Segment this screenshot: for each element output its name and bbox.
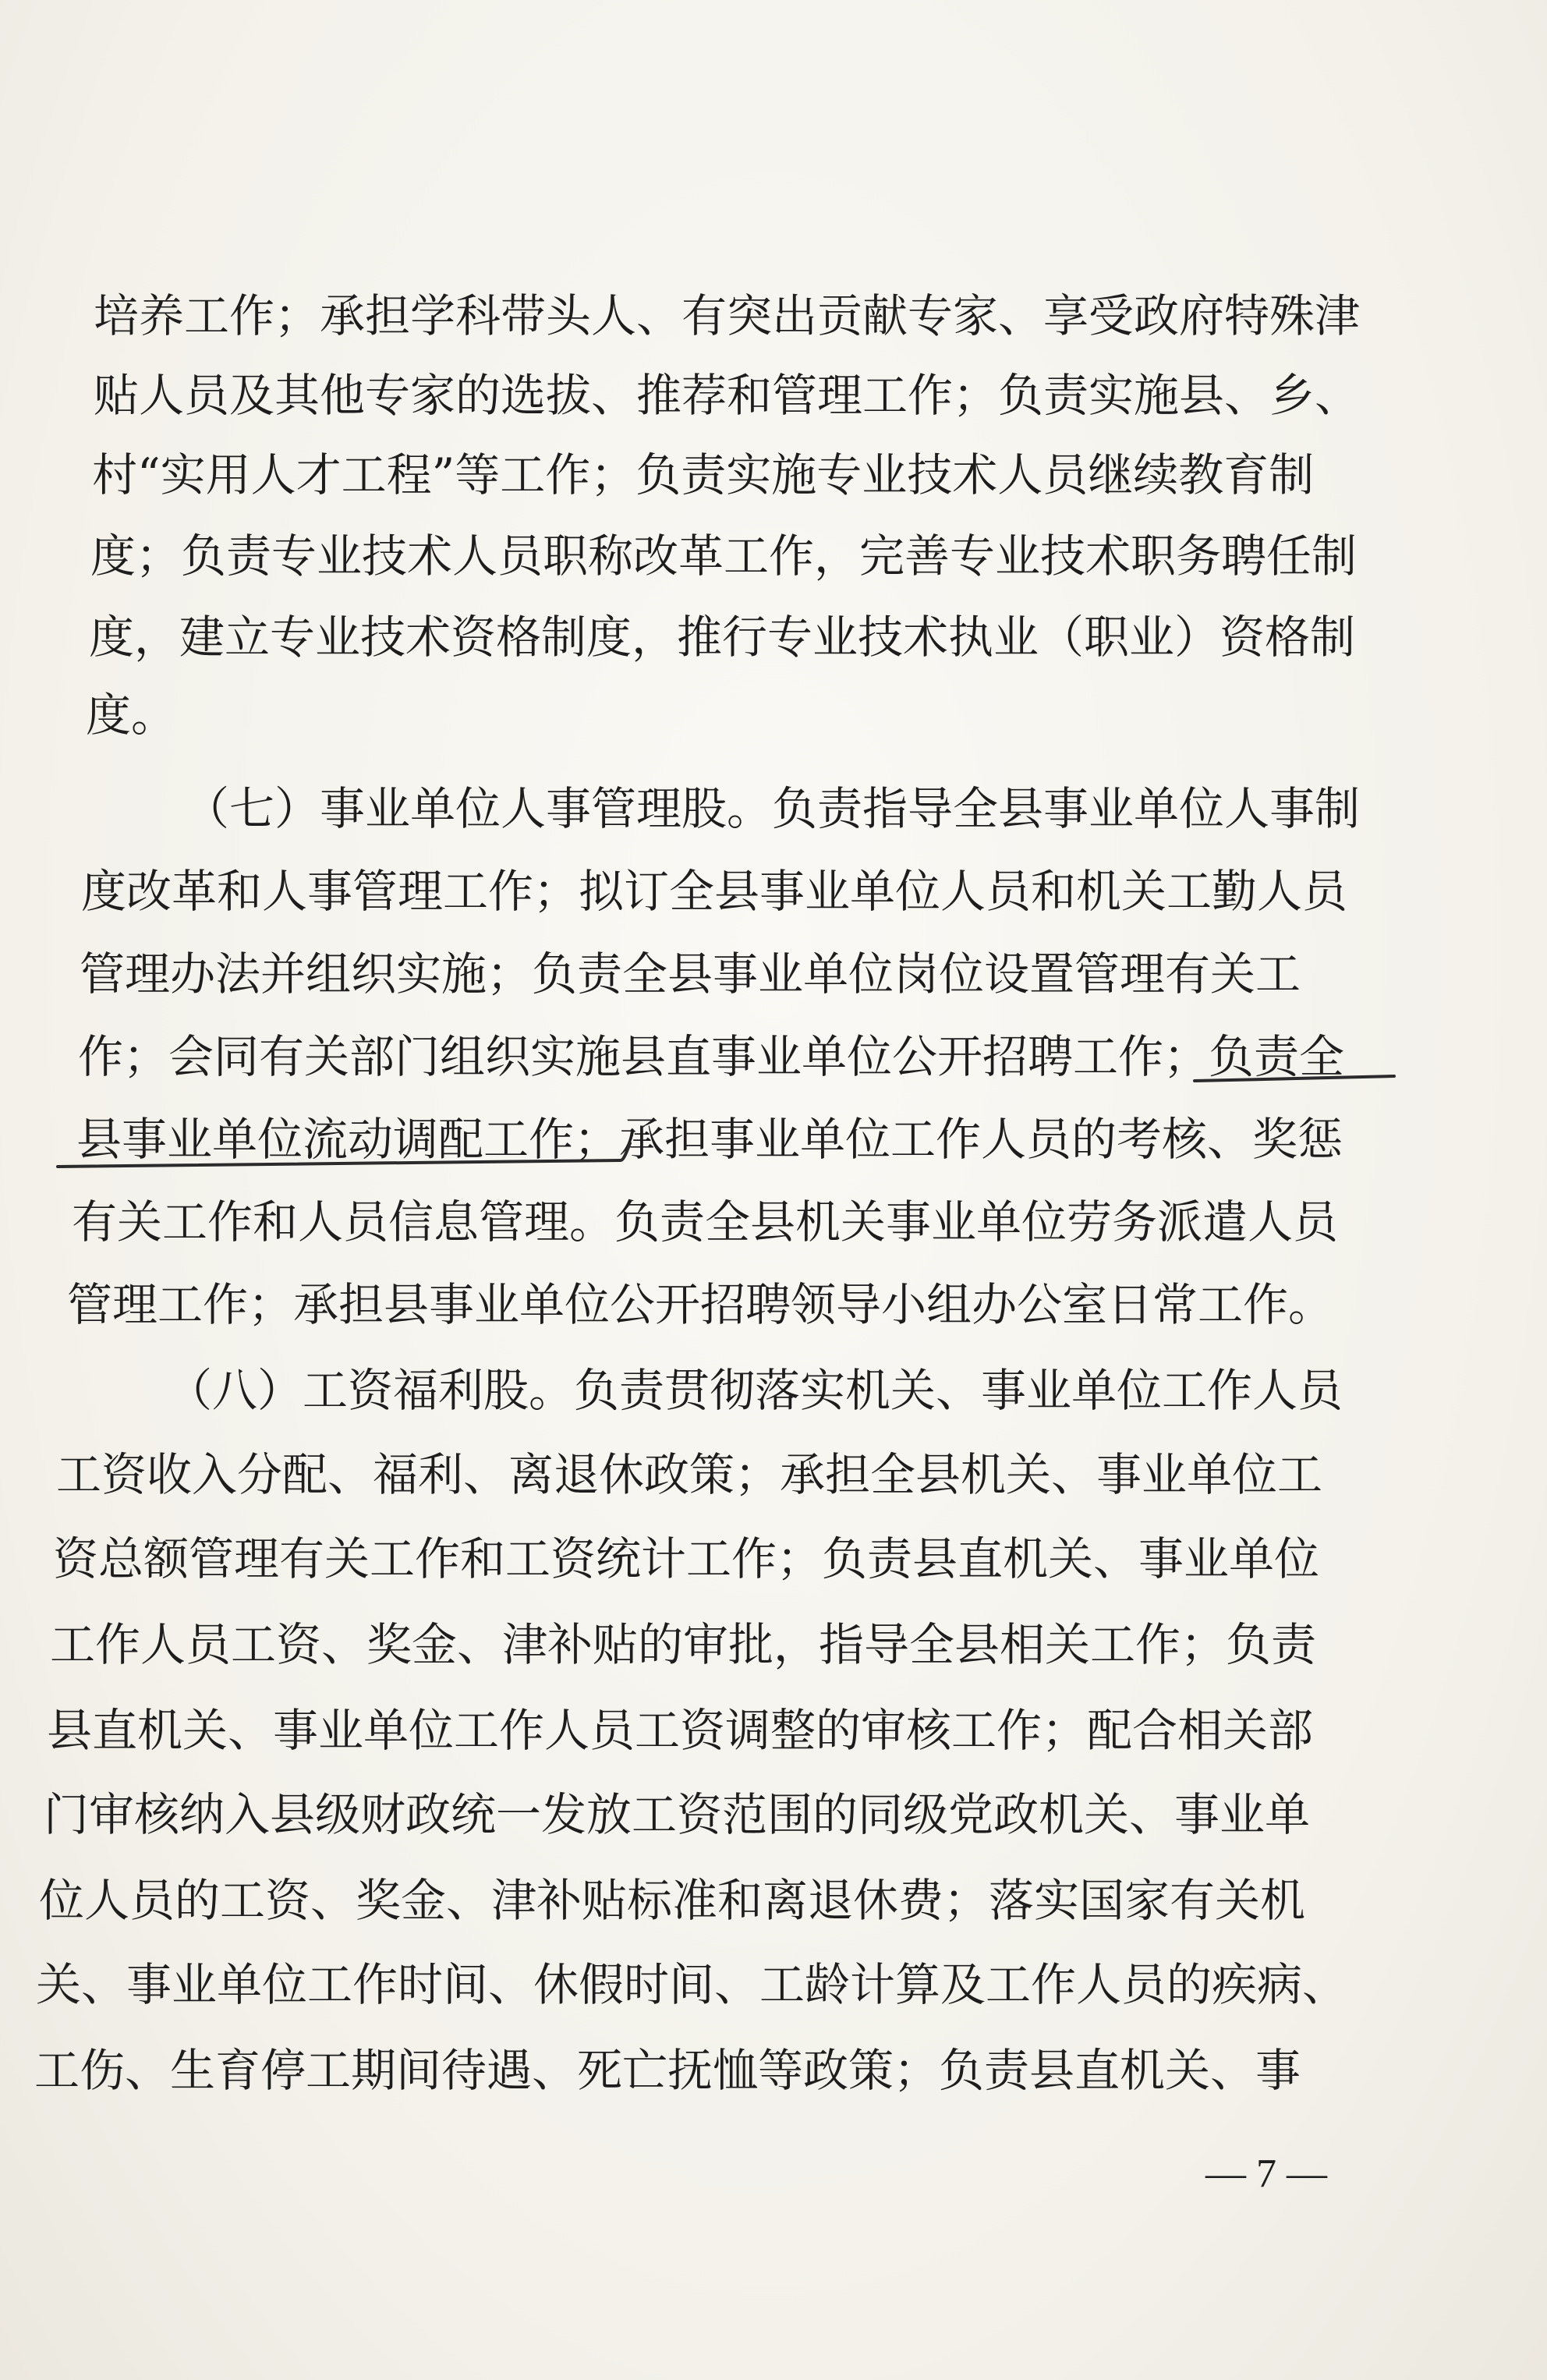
text-line-9: 管理办法并组织实施；负责全县事业单位岗位设置管理有关工	[80, 947, 1301, 1001]
text-line-18: 县直机关、事业单位工作人员工资调整的审核工作；配合相关部	[47, 1704, 1314, 1757]
text-line-21: 关、事业单位工作时间、休假时间、工龄计算及工作人员的疾病、	[36, 1958, 1348, 2011]
text-line-4: 度；负责专业技术人员职称改革工作，完善专业技术职务聘任制	[90, 529, 1358, 583]
text-line-3: 村“实用人才工程”等工作；负责实施专业技术人员继续教育制	[92, 448, 1315, 501]
page-number: — 7 —	[1205, 2152, 1327, 2196]
text-line-8: 度改革和人事管理工作；拟订全县事业单位人员和机关工勤人员	[81, 865, 1348, 918]
text-line-16: 资总额管理有关工作和工资统计工作；负责县直机关、事业单位	[53, 1532, 1320, 1585]
text-line-11: 县事业单位流动调配工作；承担事业单位工作人员的考核、奖惩	[76, 1113, 1343, 1166]
text-line-17: 工作人员工资、奖金、津补贴的审批，指导全县相关工作；负责	[50, 1618, 1317, 1671]
text-line-2: 贴人员及其他专家的选拔、推荐和管理工作；负责实施县、乡、	[94, 369, 1361, 422]
text-line-14: （八）工资福利股。负责贯彻落实机关、事业单位工作人员	[167, 1364, 1343, 1417]
text-line-15: 工资收入分配、福利、离退休政策；承担全县机关、事业单位工	[56, 1448, 1323, 1501]
text-line-13: 管理工作；承担县事业单位公开招聘领导小组办公室日常工作。	[67, 1278, 1334, 1331]
text-line-19: 门审核纳入县级财政统一发放工资范围的同级党政机关、事业单	[44, 1788, 1311, 1841]
text-line-22: 工伤、生育停工期间待遇、死亡抚恤等政策；负责县直机关、事	[34, 2044, 1301, 2097]
text-line-6: 度。	[86, 689, 177, 742]
text-line-7: （七）事业单位人事管理股。负责指导全县事业单位人事制	[184, 782, 1361, 835]
text-line-12: 有关工作和人员信息管理。负责全县机关事业单位劳务派遣人员	[72, 1195, 1339, 1248]
text-line-5: 度，建立专业技术资格制度，推行专业技术执业（职业）资格制	[89, 611, 1356, 664]
text-line-1: 培养工作；承担学科带头人、有突出贡献专家、享受政府特殊津	[94, 289, 1361, 342]
text-line-20: 位人员的工资、奖金、津补贴标准和离退休费；落实国家有关机	[39, 1874, 1306, 1927]
text-line-10: 作；会同有关部门组织实施县直事业单位公开招聘工作；负责全	[78, 1030, 1345, 1083]
